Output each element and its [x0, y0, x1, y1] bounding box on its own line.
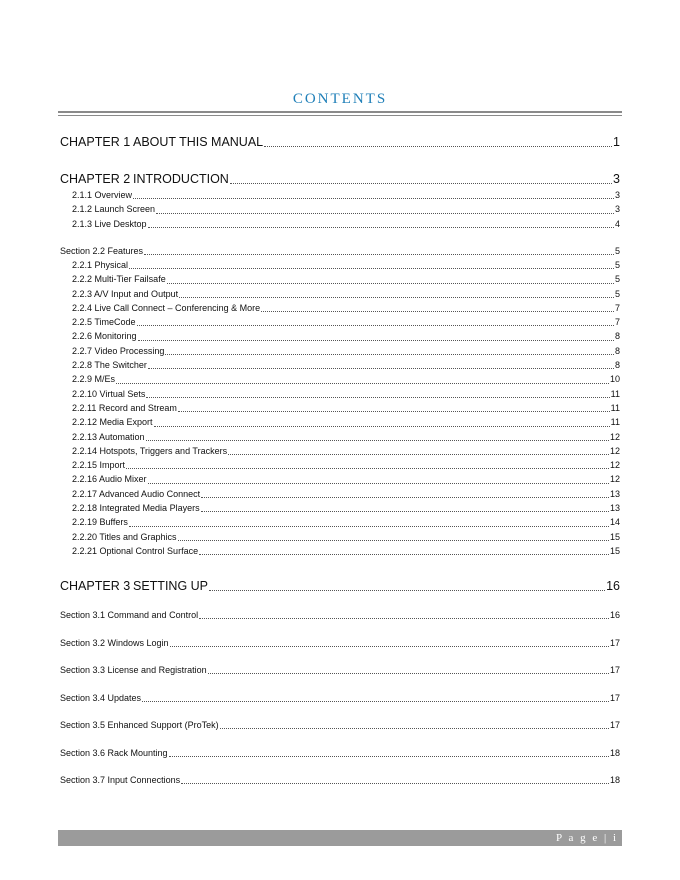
page-number: 15 — [609, 545, 620, 556]
page-number: 3 — [614, 190, 620, 200]
page-number: 5 — [614, 274, 620, 285]
title-rule-thin — [58, 115, 622, 116]
dot-leader — [154, 426, 610, 427]
toc-entry-label: 2.2.15 Import — [72, 460, 126, 471]
page-number: 14 — [609, 517, 620, 528]
toc-entry-label: Section 3.1 Command and Control — [60, 610, 199, 620]
dot-leader — [129, 526, 609, 527]
toc-entry-label: 2.2.17 Advanced Audio Connect — [72, 488, 201, 499]
toc-section-2-2[interactable] — [60, 244, 620, 258]
page-number: 18 — [609, 775, 620, 785]
page-number: 7 — [614, 302, 620, 313]
page-number: 5 — [614, 246, 620, 256]
page-number: 13 — [609, 488, 620, 499]
toc-entry-label: 2.2.14 Hotspots, Triggers and Trackers — [72, 445, 228, 456]
toc-entry-label: 2.2.20 Titles and Graphics — [72, 531, 177, 542]
toc-entry-label: 2.2.10 Virtual Sets — [72, 388, 146, 399]
page-number: 16 — [606, 579, 620, 593]
toc-entry[interactable] — [60, 401, 620, 415]
dot-leader — [178, 540, 609, 541]
dot-leader — [201, 511, 609, 512]
toc-entry[interactable] — [60, 287, 620, 301]
page-number: 17 — [609, 638, 620, 648]
toc-section-2-2-subsections — [60, 258, 620, 558]
page-number: 8 — [614, 360, 620, 371]
toc-entry[interactable] — [60, 608, 620, 622]
toc-entry[interactable] — [60, 472, 620, 486]
toc-entry[interactable] — [60, 344, 620, 358]
toc-entry[interactable] — [60, 372, 620, 386]
toc-entry-label: 2.2.12 Media Export — [72, 417, 153, 428]
page-number: 18 — [609, 748, 620, 758]
toc-section-wrapper — [60, 746, 620, 760]
toc-chapter-3[interactable] — [60, 577, 620, 596]
page-number: 15 — [609, 531, 620, 542]
toc-entry-label: 2.1.1 Overview — [72, 190, 133, 200]
toc-entry[interactable] — [60, 663, 620, 677]
page-number: 13 — [609, 503, 620, 514]
toc-chapter-1[interactable] — [60, 133, 620, 152]
page-number: 1 — [613, 135, 620, 149]
dot-leader — [261, 311, 614, 312]
toc-entry-label: 2.2.5 TimeCode — [72, 317, 136, 328]
page-number: 5 — [614, 288, 620, 299]
dot-leader — [167, 283, 614, 284]
toc-entry[interactable] — [60, 387, 620, 401]
dot-leader — [178, 411, 610, 412]
toc-entry[interactable] — [60, 487, 620, 501]
toc-entry[interactable] — [60, 718, 620, 732]
page-number: 16 — [609, 610, 620, 620]
toc-entry-label: 2.1.2 Launch Screen — [72, 204, 156, 215]
page-number: 11 — [610, 402, 620, 413]
chapter-title: ABOUT THIS MANUAL — [133, 135, 264, 149]
toc-entry[interactable] — [60, 530, 620, 544]
chapter-title: SETTING UP — [133, 579, 209, 593]
toc-entry-label: 2.1.3 Live Desktop — [72, 218, 147, 229]
dot-leader — [169, 756, 609, 757]
page-number: 17 — [609, 665, 620, 675]
toc-entry[interactable] — [60, 430, 620, 444]
toc-entry-label: 2.2.1 Physical — [72, 260, 129, 270]
page-number: 5 — [614, 260, 620, 270]
dot-leader — [208, 673, 609, 674]
dot-leader — [146, 397, 609, 398]
toc-entry[interactable] — [60, 691, 620, 705]
toc-entry-label: Section 3.6 Rack Mounting — [60, 748, 168, 758]
dot-leader — [148, 368, 614, 369]
toc-entry[interactable] — [60, 315, 620, 329]
toc-entry[interactable] — [60, 272, 620, 286]
chapter-number: CHAPTER 1 — [60, 135, 131, 149]
dot-leader — [201, 497, 609, 498]
toc-entry[interactable] — [60, 544, 620, 558]
page-number: 12 — [609, 460, 620, 471]
chapter-title: INTRODUCTION — [133, 172, 229, 186]
toc-entry[interactable] — [60, 515, 620, 529]
toc-entry-label: 2.2.3 A/V Input and Output — [72, 288, 179, 299]
toc-entry[interactable] — [60, 217, 620, 231]
dot-leader — [137, 325, 614, 326]
page-number: 4 — [614, 218, 620, 229]
page-footer — [58, 830, 622, 846]
dot-leader — [133, 198, 614, 199]
toc-entry-label: 2.2.19 Buffers — [72, 517, 128, 528]
toc-entry-label: Section 2.2 Features — [60, 246, 144, 256]
page-number: 11 — [610, 388, 620, 399]
toc-entry-label: 2.2.13 Automation — [72, 431, 145, 442]
dot-leader — [129, 268, 614, 269]
dot-leader — [148, 227, 614, 228]
toc-entry[interactable] — [60, 746, 620, 760]
dot-leader — [142, 701, 609, 702]
toc-entry-label: 2.2.18 Integrated Media Players — [72, 503, 200, 514]
toc-entry[interactable] — [60, 773, 620, 787]
dot-leader — [146, 440, 609, 441]
toc-entry-label: Section 3.3 License and Registration — [60, 665, 207, 675]
toc-entry-label: 2.2.9 M/Es — [72, 374, 116, 385]
toc-entry[interactable] — [60, 636, 620, 650]
page-number: 12 — [609, 431, 620, 442]
page-number: 17 — [609, 693, 620, 703]
toc-entry[interactable] — [60, 358, 620, 372]
toc-section-wrapper — [60, 691, 620, 705]
dot-leader — [228, 454, 609, 455]
page-number: 10 — [609, 374, 620, 385]
page-number: 17 — [609, 720, 620, 730]
toc-entry[interactable] — [60, 301, 620, 315]
toc-entry-label: Section 3.2 Windows Login — [60, 638, 169, 648]
toc-entry[interactable] — [60, 501, 620, 515]
page-number: 11 — [610, 417, 620, 428]
toc-entry-label: 2.2.6 Monitoring — [72, 331, 137, 342]
dot-leader — [144, 254, 614, 255]
dot-leader — [181, 783, 609, 784]
toc-entry-label: 2.2.4 Live Call Connect – Conferencing & More — [72, 302, 261, 313]
dot-leader — [179, 297, 614, 298]
dot-leader — [170, 646, 609, 647]
dot-leader — [148, 483, 609, 484]
toc-entry[interactable] — [60, 329, 620, 343]
toc-entry-label: 2.2.11 Record and Stream — [72, 402, 177, 413]
toc-chapter-2[interactable] — [60, 170, 620, 189]
dot-leader — [264, 146, 612, 147]
page-number: 12 — [609, 474, 620, 485]
dot-leader — [209, 590, 605, 591]
toc-entry[interactable] — [60, 258, 620, 272]
footer-page-label: P a g e | i — [556, 832, 618, 844]
chapter-number: CHAPTER 3 — [60, 579, 131, 593]
toc-entry-label: 2.2.21 Optional Control Surface — [72, 545, 199, 556]
chapter-number: CHAPTER 2 — [60, 172, 131, 186]
toc-entry-label: 2.2.2 Multi-Tier Failsafe — [72, 274, 166, 285]
page-number: 8 — [614, 345, 620, 356]
toc-entry-label: Section 3.5 Enhanced Support (ProTek) — [60, 720, 219, 730]
page-number: 12 — [609, 445, 620, 456]
toc-entry[interactable] — [60, 458, 620, 472]
toc-entry[interactable] — [60, 188, 620, 202]
page-number: 3 — [613, 172, 620, 186]
toc-entry[interactable] — [60, 415, 620, 429]
toc-entry-label: Section 3.7 Input Connections — [60, 775, 181, 785]
dot-leader — [138, 340, 614, 341]
toc-entry-label: 2.2.16 Audio Mixer — [72, 474, 147, 485]
toc-entry[interactable] — [60, 202, 620, 216]
toc-section-wrapper — [60, 663, 620, 677]
toc-entry-label: 2.2.7 Video Processing — [72, 345, 165, 356]
toc-section-wrapper — [60, 636, 620, 650]
dot-leader — [156, 213, 614, 214]
toc-section-wrapper — [60, 773, 620, 787]
page-title: CONTENTS — [292, 91, 388, 107]
dot-leader — [165, 354, 614, 355]
toc-entry[interactable] — [60, 444, 620, 458]
toc-entry-label: Section 3.4 Updates — [60, 693, 142, 703]
page-number: 3 — [614, 204, 620, 215]
page-number: 7 — [614, 317, 620, 328]
toc-section-wrapper — [60, 718, 620, 732]
page-number: 8 — [614, 331, 620, 342]
title-rule-thick — [58, 111, 622, 113]
dot-leader — [116, 383, 609, 384]
dot-leader — [230, 183, 612, 184]
dot-leader — [199, 618, 609, 619]
dot-leader — [126, 468, 609, 469]
dot-leader — [199, 554, 609, 555]
toc-section-wrapper — [60, 608, 620, 622]
toc-entry-label: 2.2.8 The Switcher — [72, 360, 147, 371]
toc-chapter-2-subsections — [60, 188, 620, 231]
dot-leader — [220, 728, 609, 729]
